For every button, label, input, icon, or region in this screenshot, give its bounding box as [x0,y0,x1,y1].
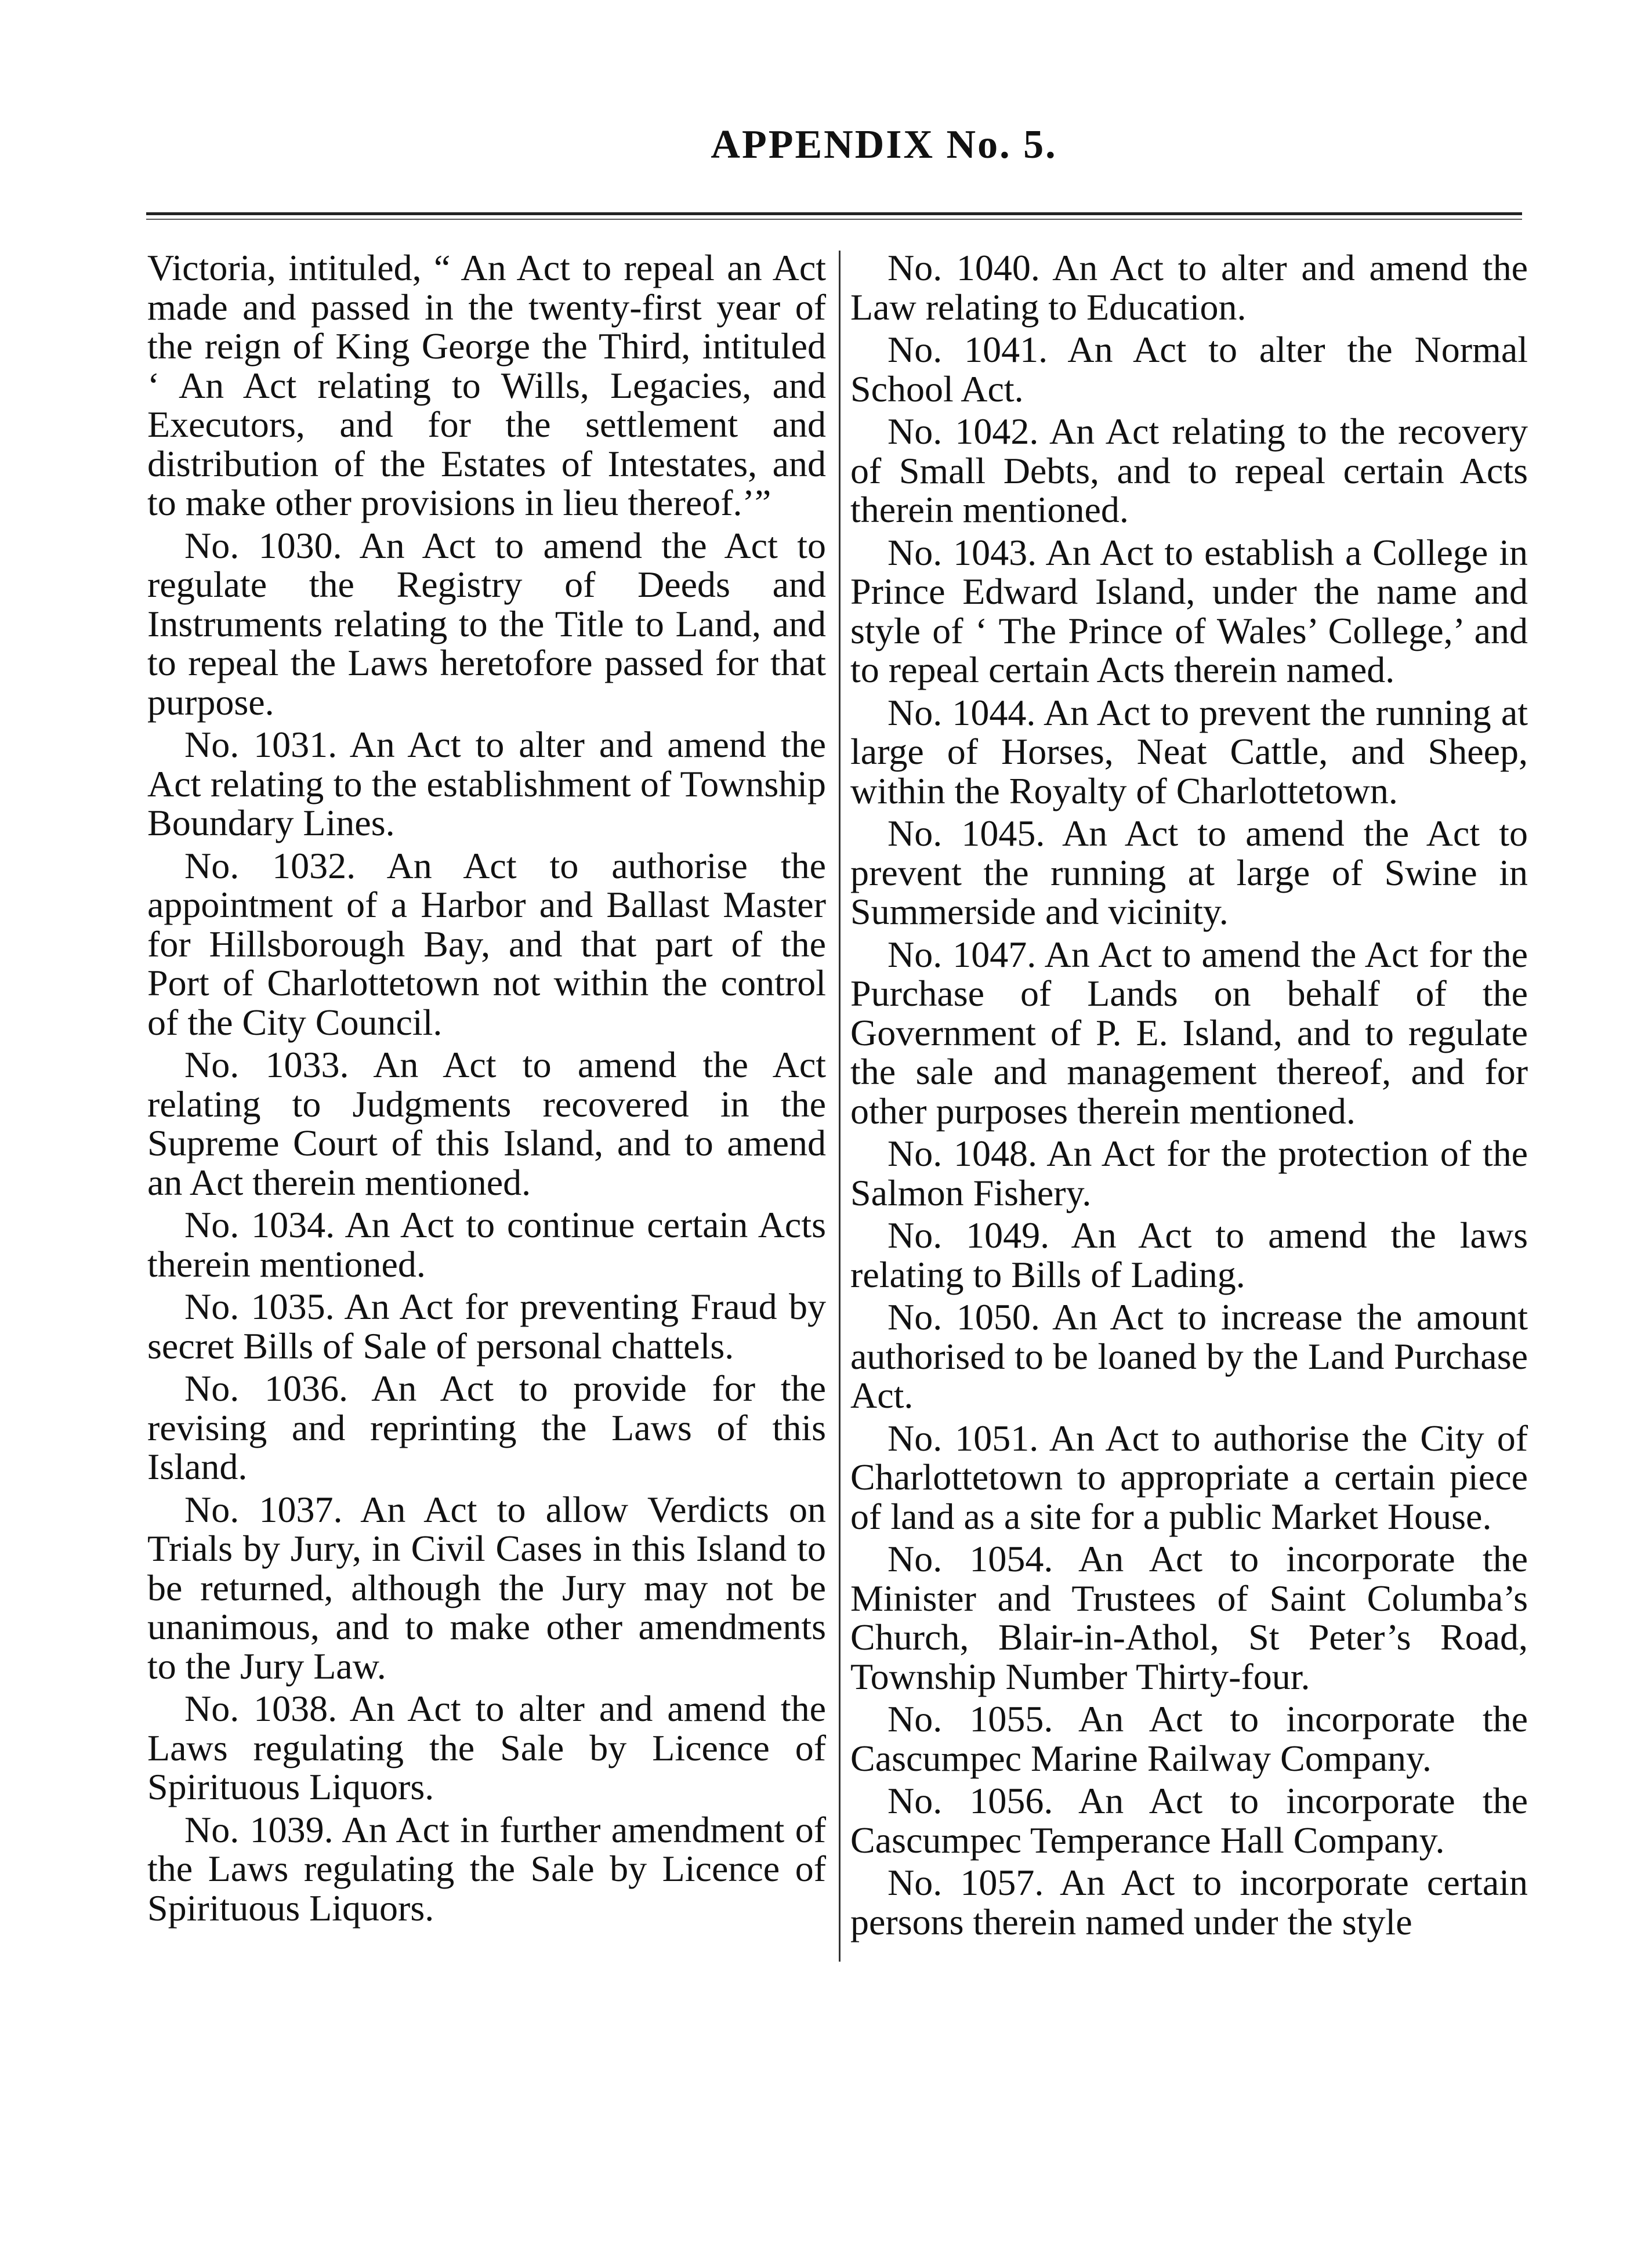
act-paragraph: No. 1057. An Act to incorporate certain persons therein named under the style [850,1862,1528,1942]
act-paragraph: No. 1050. An Act to increase the amount authorised to be loaned by the Land Purchase Act. [850,1296,1528,1416]
act-paragraph: No. 1030. An Act to amend the Act to regulate the Registry of Deeds and Instruments relating to the Title to Land, and to repeal the Laws heretofore passed for that purpose. [147,524,826,723]
act-paragraph: No. 1055. An Act to incorporate the Cascumpec Marine Railway Company. [850,1698,1528,1779]
page-header [0,122,1652,168]
left-column [147,248,826,1931]
act-paragraph: No. 1036. An Act to provide for the revising and reprinting the Laws of this Island. [147,1368,826,1487]
act-paragraph: No. 1045. An Act to amend the Act to prevent the running at large of Swine in Summerside and vicinity. [850,813,1528,932]
act-paragraph: No. 1041. An Act to alter the Normal School Act. [850,329,1528,409]
act-paragraph: No. 1038. An Act to alter and amend the Laws regulating the Sale by Licence of Spirituous Liquors. [147,1688,826,1807]
act-paragraph: No. 1054. An Act to incorporate the Minister and Trustees of Saint Columba’s Church, Blair-in-Athol, St Peter’s Road, Township Number Thirty-four. [850,1538,1528,1697]
right-column [850,248,1528,1945]
act-paragraph: No. 1051. An Act to authorise the City of Charlottetown to appropriate a certain piece of land as a site for a public Market House. [850,1417,1528,1537]
act-paragraph: No. 1047. An Act to amend the Act for the Purchase of Lands on behalf of the Government of P. E. Island, and to regulate the sale and management thereof, and for other purposes therein mentioned. [850,933,1528,1132]
act-paragraph: No. 1043. An Act to establish a College in Prince Edward Island, under the name and style of ‘ The Prince of Wales’ College,’ and to repeal certain Acts therein named. [850,531,1528,690]
page-title: APPENDIX No. 5. [711,122,1057,167]
act-paragraph: No. 1049. An Act to amend the laws relating to Bills of Lading. [850,1215,1528,1295]
act-paragraph: No. 1044. An Act to prevent the running at large of Horses, Neat Cattle, and Sheep, within the Royalty of Charlottetown. [850,691,1528,811]
act-paragraph: No. 1031. An Act to alter and amend the Act relating to the establishment of Township Boundary Lines. [147,724,826,843]
act-paragraph: No. 1039. An Act in further amendment of the Laws regulating the Sale by Licence of Spirituous Liquors. [147,1809,826,1929]
act-paragraph: No. 1056. An Act to incorporate the Cascumpec Temperance Hall Company. [850,1780,1528,1861]
act-paragraph: No. 1042. An Act relating to the recovery of Small Debts, and to repeal certain Acts therein mentioned. [850,411,1528,530]
act-paragraph: Victoria, intituled, “ An Act to repeal an Act made and passed in the twenty-first year of the reign of King George the Third, intituled ‘ An Act relating to Wills, Legacies, and Executors, and for the settlement and distribution of the Estates of Intestates, and to make other provisions in lieu thereof.’” [147,247,826,523]
header-rule [146,212,1522,220]
act-paragraph: No. 1037. An Act to allow Verdicts on Trials by Jury, in Civil Cases in this Island to be returned, although the Jury may not be unanimous, and to make other amendments to the Jury Law. [147,1488,826,1687]
act-paragraph: No. 1033. An Act to amend the Act relating to Judgments recovered in the Supreme Court of this Island, and to amend an Act therein mentioned. [147,1044,826,1203]
act-paragraph: No. 1034. An Act to continue certain Acts therein mentioned. [147,1204,826,1285]
act-paragraph: No. 1032. An Act to authorise the appointment of a Harbor and Ballast Master for Hillsborough Bay, and that part of the Port of Charlottetown not within the control of the City Council. [147,845,826,1043]
column-divider [839,251,841,1962]
act-paragraph: No. 1035. An Act for preventing Fraud by secret Bills of Sale of personal chattels. [147,1286,826,1367]
act-paragraph: No. 1048. An Act for the protection of the Salmon Fishery. [850,1133,1528,1213]
act-paragraph: No. 1040. An Act to alter and amend the Law relating to Education. [850,247,1528,328]
